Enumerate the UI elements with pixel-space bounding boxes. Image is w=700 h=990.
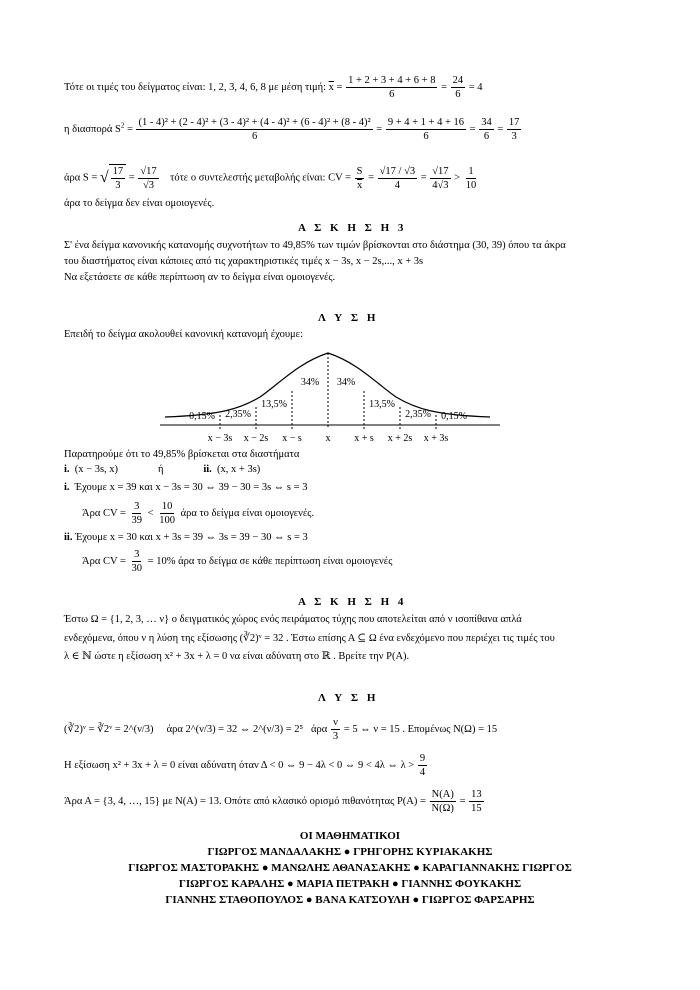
- case-ii-equation: Έχουμε x = 30 και x + 3s = 39 ⇔ 3s = 39 − 30 ⇔ s = 3: [75, 532, 308, 543]
- cv-threshold: $\frac{1}{10}$: [465, 165, 477, 191]
- sample-values-text: Τότε οι τιμές του δείγματος είναι: 1, 2, 3, 4, 6, 8 με μέση τιμή:: [64, 81, 327, 93]
- case-i-line: i. Έχουμε x = 39 και x − 3s = 30 ⇔ 39 − 30 = 3s ⇔ s = 3: [64, 482, 308, 493]
- signature-line1: ΓΙΩΡΓΟΣ ΜΑΝΔΑΛΑΚΗΣ ● ΓΡΗΓΟΡΗΣ ΚΥΡΙΑΚΑΚΗΣ: [207, 846, 493, 858]
- axis-labels: [208, 433, 449, 444]
- solution3-intro: Επειδή το δείγμα ακολουθεί κανονική κατανομή έχουμε:: [64, 329, 304, 340]
- sample-mean-line: Τότε οι τιμές του δείγματος είναι: 1, 2, 3, 4, 6, 8 με μέση τιμή: $\overline{x}$ = $\frac{1 + 2 + 3 + 4 + 6 + 8}{6}$ = $\frac{24}{6}$ = 4: [64, 75, 483, 100]
- variance-fraction-2: $\frac{9 + 4 + 1 + 4 + 16}{6}$: [387, 117, 465, 142]
- exercise3-title: Α Σ Κ Η Σ Η 3: [298, 222, 407, 234]
- percentage-label: 2,35%: [225, 409, 251, 420]
- axis-label: x: [325, 433, 331, 444]
- percentage-labels: [189, 377, 467, 422]
- exercise4-line3: λ ∈ ℕ ώστε η εξίσωση x² + 3x + λ = 0 να είναι αδύνατη στο ℝ . Βρείτε την Ρ(Α).: [64, 651, 410, 662]
- case-i-cv: Άρα CV = $\frac{3}{39}$ < $\frac{10}{100}$ άρα το δείγμα είναι ομοιογενές.: [82, 501, 315, 526]
- percentage-label: 13,5%: [369, 399, 395, 410]
- exercise3-line3: Να εξετάσετε σε κάθε περίπτωση αν το δείγμα είναι ομοιογενές.: [64, 272, 336, 283]
- solution3-observe: Παρατηρούμε ότι το 49,85% βρίσκεται στα διαστήματα: [64, 449, 300, 460]
- cv-text: τότε ο συντελεστής μεταβολής είναι: CV =: [170, 172, 352, 184]
- variance-fraction-3: $\frac{34}{6}$: [481, 117, 492, 142]
- case-ii-interval: (x, x + 3s): [217, 464, 261, 475]
- exercise4-line1: Έστω Ω = {1, 2, 3, … ν} ο δειγματικός χώρος ενός πειράματος τύχης που αποτελείται από ν ισοπίθανα απλά: [64, 614, 522, 625]
- percentage-label: 2,35%: [405, 409, 431, 420]
- std-sqrt: √ $\frac{17}{3}$: [100, 164, 126, 192]
- percentage-label: 0,15%: [441, 411, 467, 422]
- case-ii-line: ii. Έχουμε x = 30 και x + 3s = 39 ⇔ 3s = 39 − 30 ⇔ s = 3: [64, 532, 308, 543]
- case-i-equation: Έχουμε x = 39 και x − 3s = 30 ⇔ 39 − 30 = 3s ⇔ s = 3: [74, 482, 308, 493]
- normal-distribution-diagram: [160, 345, 520, 445]
- case-ii-cv: Άρα CV = $\frac{3}{30}$ = 10% άρα το δείγμα σε κάθε περίπτωση είναι ομοιογενές: [82, 549, 393, 574]
- signature-heading: ΟΙ ΜΑΘΗΜΑΤΙΚΟΙ: [299, 830, 401, 842]
- exercise3-line2: του διαστήματος είναι κάποιες από τις χαρακτηριστικές τιμές x − 3s, x − 2s,..., x + 3s: [64, 256, 424, 267]
- mean-fraction: $\frac{1 + 2 + 3 + 4 + 6 + 8}{6}$: [348, 75, 436, 100]
- signature-line2: ΓΙΩΡΓΟΣ ΜΑΣΤΟΡΑΚΗΣ ● ΜΑΝΩΛΗΣ ΑΘΑΝΑΣΑΚΗΣ ● ΚΑΡΑΓΙΑΝΝΑΚΗΣ ΓΙΩΡΓΟΣ: [128, 862, 572, 874]
- variance-line: η διασπορά $S^2$ = (1 - 4)² + (2 - 4)² + (3 - 4)² + (4 - 4)² + (6 - 4)² + (8 - 4)² 6 = $\frac{9 + 4 + 1 + 4 + 16}{6}$ = $\frac{34}{6}$ = $\frac{17}{3}$: [64, 117, 520, 142]
- std-fraction: $\frac{√17}{√3}$: [140, 165, 157, 191]
- exercise3-line1: Σ' ένα δείγμα κανονικής κατανομής συχνοτήτων το 49,85% των τιμών βρίσκονται στο διάστημα (30, 39) όπου τα άκρα: [64, 240, 566, 251]
- solution4-line1: (∛2)ᵛ = ∛2ᵛ = 2^(ν/3) άρα 2^(ν/3) = 32 ⇔ 2^(ν/3) = 2⁵ άρα $\frac{\nu}{3}$ = 5 ⇔ ν = 15 . Επομένως Ν(Ω) = 15: [64, 717, 498, 742]
- mean-symbol: $\overline{x}$: [328, 81, 334, 93]
- sigma-lines: [220, 353, 436, 429]
- variance-fraction: (1 - 4)² + (2 - 4)² + (3 - 4)² + (4 - 4)² + (6 - 4)² + (8 - 4)² 6: [138, 117, 371, 142]
- or-word: ή: [157, 464, 164, 475]
- axis-label: x + 3s: [423, 433, 449, 444]
- case-i-interval: (x − 3s, x): [74, 464, 119, 475]
- variance-fraction-4: $\frac{17}{3}$: [508, 117, 520, 142]
- axis-label: x − s: [282, 433, 302, 444]
- axis-label: x + 2s: [387, 433, 413, 444]
- std-label: άρα S =: [64, 172, 98, 184]
- section1-conclusion: άρα το δείγμα δεν είναι ομοιογενές.: [64, 198, 215, 209]
- percentage-label: 13,5%: [261, 399, 287, 410]
- mean-fraction-simplified: $\frac{24}{6}$: [452, 75, 464, 100]
- cv-fraction: $\frac{S}{x}$: [356, 165, 363, 191]
- solution4-line2: Η εξίσωση x² + 3x + λ = 0 είναι αδύνατη όταν Δ < 0 ⇔ 9 − 4λ < 0 ⇔ 9 < 4λ ⇔ λ > $\frac{9}{4}$: [64, 753, 426, 778]
- solution4-line3: Άρα Α = {3, 4, …, 15} με Ν(Α) = 13. Οπότε από κλασικό ορισμό πιθανότητας Ρ(Α) = $\frac{N(A)}{N(\Omega)}$ = $\frac{13}{15}$: [64, 789, 482, 814]
- axis-label: x − 2s: [243, 433, 269, 444]
- signature-line4: ΓΙΑΝΝΗΣ ΣΤΑΘΟΠΟΥΛΟΣ ● ΒΑΝΑ ΚΑΤΣΟΥΛΗ ● ΓΙΩΡΓΟΣ ΦΑΡΣΑΡΗΣ: [165, 894, 535, 906]
- variance-label: η διασπορά S: [64, 123, 121, 135]
- cases-line: i. (x − 3s, x) ή ii. (x, x + 3s): [64, 464, 261, 475]
- cv-fraction-2: $\frac{√17 / √3}{4}$: [379, 165, 416, 191]
- signature-line3: ΓΙΩΡΓΟΣ ΚΑΡΑΛΗΣ ● ΜΑΡΙΑ ΠΕΤΡΑΚΗ ● ΓΙΑΝΝΗΣ ΦΟΥΚΑΚΗΣ: [178, 878, 522, 890]
- solution4-title: Λ Υ Σ Η: [318, 692, 379, 704]
- percentage-label: 0,15%: [189, 411, 215, 422]
- percentage-label: 34%: [336, 377, 356, 388]
- axis-label: x + s: [354, 433, 374, 444]
- cv-fraction-3: $\frac{√17}{4√3}$: [432, 165, 449, 191]
- mean-result: = 4: [468, 81, 483, 93]
- percentage-label: 34%: [300, 377, 320, 388]
- exercise4-line2: ενδεχόμενα, όπου ν η λύση της εξίσωσης (∛2)ᵛ = 32 . Έστω επίσης Α ⊆ Ω ένα ενδεχόμενο που περιέχει τις τιμές του: [64, 633, 555, 644]
- exercise4-title: Α Σ Κ Η Σ Η 4: [298, 596, 407, 608]
- axis-label: x − 3s: [207, 433, 233, 444]
- std-cv-line: άρα S = √ $\frac{17}{3}$ = $\frac{√17}{√3}$ τότε ο συντελεστής μεταβολής είναι: CV = $\frac{S}{x}$ = $\frac{√17 / √3}{4}$ = $\frac{√17}{4√3}$ > $\frac{1}{10}$: [64, 165, 477, 191]
- solution3-title: Λ Υ Σ Η: [318, 312, 379, 324]
